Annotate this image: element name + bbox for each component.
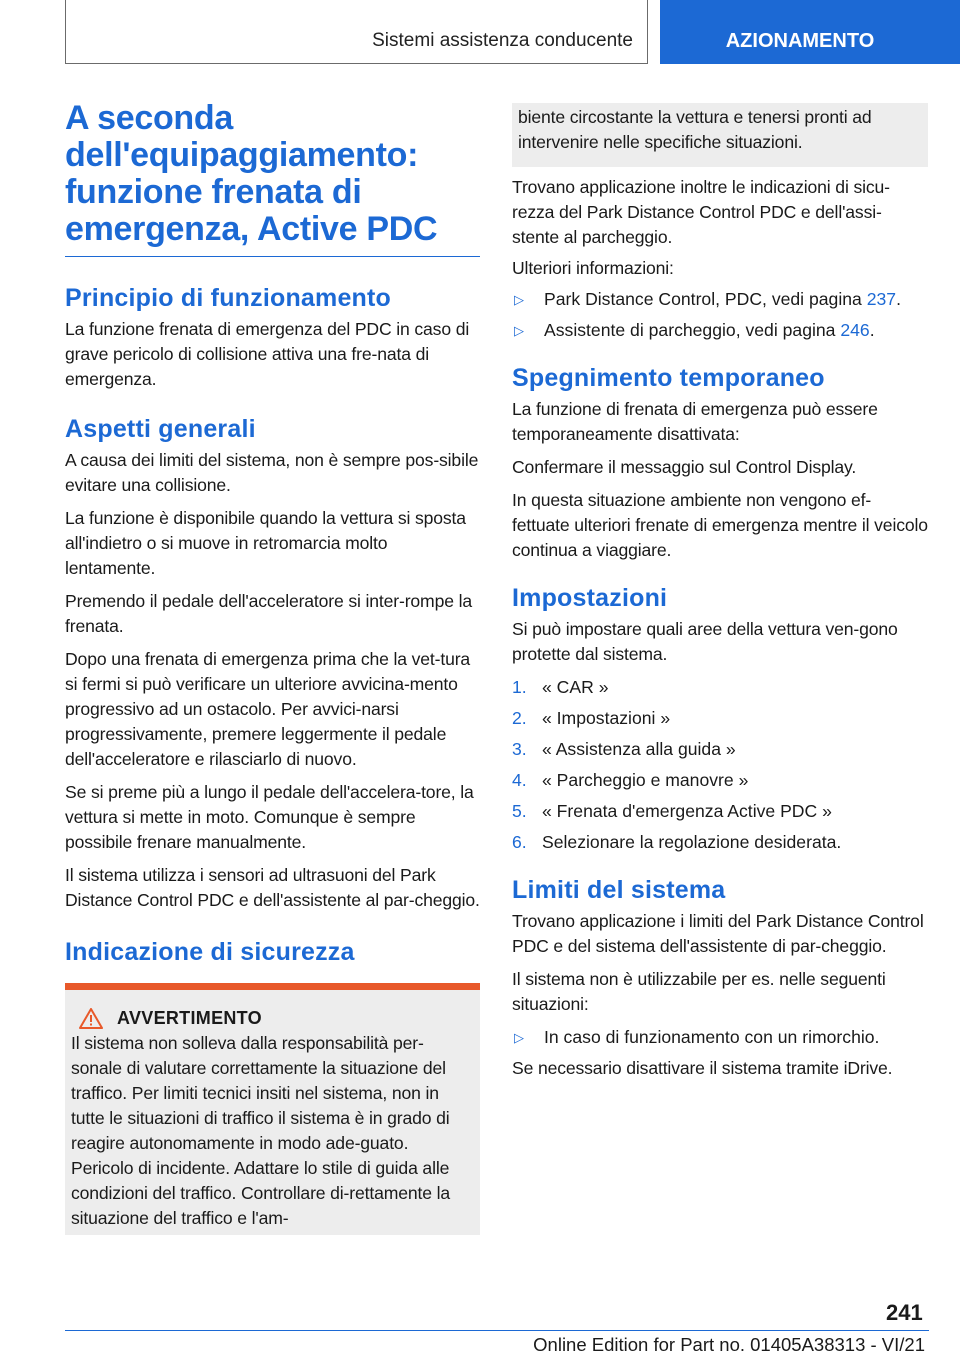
page-link-237[interactable]: 237 [866, 289, 897, 309]
warning-title: AVVERTIMENTO [117, 1008, 262, 1028]
list-item: 1. « CAR » [512, 677, 609, 697]
paragraph: La funzione frenata di emergenza del PDC in caso di grave pericolo di collisione attiva una fre-nata di emergenza. [65, 319, 470, 389]
warning-text: biente circostante la vettura e tenersi pronti ad intervenire nelle specifiche situazioni. [518, 107, 872, 152]
left-column [65, 100, 480, 1235]
warning-triangle-icon [79, 1008, 103, 1029]
page-number: 241 [886, 1300, 923, 1325]
list-item: ▷ Assistente di parcheggio, vedi pagina 246. [512, 318, 928, 343]
warning-text: Il sistema non solleva dalla responsabilità per-sonale di valutare correttamente la situazione del traffico. Per limiti tecnici insiti nel sistema, non in tutte le situazioni di traffico il sistema è in grado di reagire autonomamente in modo ade-guato. Pericolo di incidente. Adattare lo stile di guida alle condizioni del traffico. Controllare di-rettamente la situazione del traffico e l'am- [71, 1033, 450, 1228]
warning-header [71, 1008, 474, 1029]
list-item: 5. « Frenata d'emergenza Active PDC » [512, 801, 832, 821]
paragraph: Trovano applicazione i limiti del Park Distance Control PDC e del sistema dell'assistente di par-cheggio. [512, 911, 924, 956]
paragraph: Dopo una frenata di emergenza prima che la vet-tura si fermi si può verificare un ulteriore avvicina-mento progressivo ad un ostacolo. Per avvici-narsi progressivamente, premere leggermente il pedale dell'acceleratore e rilasciarlo di nuovo. [65, 649, 471, 769]
paragraph: A causa dei limiti del sistema, non è sempre pos-sibile evitare una collisione. [65, 450, 479, 495]
header-chapter-tab[interactable]: AZIONAMENTO [660, 0, 960, 64]
warning-box [65, 990, 480, 1235]
heading-principio: Principio di funzionamento [65, 284, 392, 312]
paragraph: Si può impostare quali aree della vettura ven-gono protette dal sistema. [512, 619, 898, 664]
paragraph: Premendo il pedale dell'acceleratore si inter-rompe la frenata. [65, 591, 472, 636]
triangle-bullet-icon: ▷ [514, 292, 524, 307]
heading-aspetti: Aspetti generali [65, 415, 256, 443]
list-item: 6. Selezionare la regolazione desiderata. [512, 832, 842, 852]
footer-edition: Online Edition for Part no. 01405A38313 - VI/21 [533, 1334, 925, 1355]
right-column [512, 103, 928, 1081]
list-item: ▷ In caso di funzionamento con un rimorchio. [512, 1025, 928, 1050]
list-item: 4. « Parcheggio e manovre » [512, 770, 749, 790]
list-item: 3. « Assistenza alla guida » [512, 739, 736, 759]
triangle-bullet-icon: ▷ [514, 323, 524, 338]
warning-bar [65, 983, 480, 990]
paragraph: Trovano applicazione inoltre le indicazioni di sicu-rezza del Park Distance Control PDC e dell'assi-stente al parcheggio. [512, 177, 890, 247]
page-link-246[interactable]: 246 [840, 320, 870, 340]
heading-spegnimento: Spegnimento temporaneo [512, 364, 825, 392]
list-item: ▷ Park Distance Control, PDC, vedi pagina 237. [512, 287, 928, 312]
paragraph: Il sistema utilizza i sensori ad ultrasuoni del Park Distance Control PDC e dell'assistente al par-cheggio. [65, 865, 480, 910]
page-title: A seconda dell'equipaggiamento: funzione frenata di emergenza, Active PDC [65, 100, 480, 257]
heading-limiti: Limiti del sistema [512, 876, 726, 904]
paragraph: La funzione di frenata di emergenza può essere temporaneamente disattivata: [512, 399, 878, 444]
list-item: 2. « Impostazioni » [512, 708, 671, 728]
paragraph: In questa situazione ambiente non vengono ef-fettuate ulteriori frenate di emergenza mentre il veicolo continua a viaggiare. [512, 490, 928, 560]
paragraph: Se si preme più a lungo il pedale dell'accelera-tore, la vettura si mette in moto. Comunque è sempre possibile frenare manualmente. [65, 782, 474, 852]
paragraph: Se necessario disattivare il sistema tramite iDrive. [512, 1058, 893, 1078]
header-section: Sistemi assistenza conducente [65, 0, 648, 64]
paragraph: Confermare il messaggio sul Control Display. [512, 457, 857, 477]
paragraph: Il sistema non è utilizzabile per es. nelle seguenti situazioni: [512, 969, 886, 1014]
heading-sicurezza: Indicazione di sicurezza [65, 938, 355, 966]
triangle-bullet-icon: ▷ [514, 1030, 524, 1045]
paragraph: La funzione è disponibile quando la vettura si sposta all'indietro o si muove in retromarcia molto lentamente. [65, 508, 466, 578]
footer-divider [65, 1330, 929, 1331]
paragraph: Ulteriori informazioni: [512, 258, 674, 278]
warning-continuation [512, 103, 928, 167]
heading-impostazioni: Impostazioni [512, 584, 668, 612]
